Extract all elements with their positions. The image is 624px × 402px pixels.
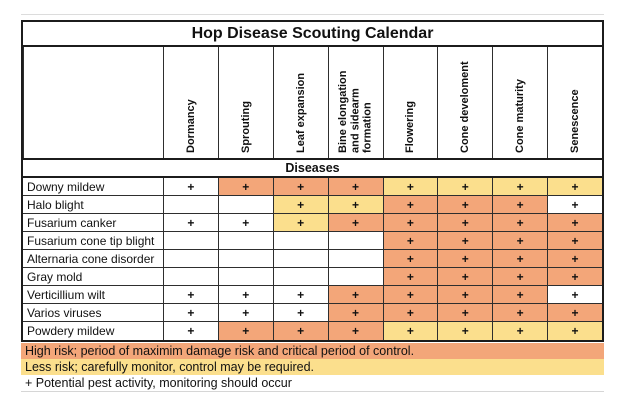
- plus-mark: +: [516, 305, 524, 320]
- table-row: [23, 214, 602, 232]
- risk-cell: [383, 196, 438, 213]
- risk-cell: [547, 232, 602, 249]
- plus-mark: +: [571, 251, 579, 266]
- column-header-label: Leaf expansion: [294, 72, 307, 153]
- plus-mark: +: [297, 179, 305, 194]
- column-header-cell: [547, 47, 602, 158]
- legend-row: Less risk; carefully monitor, control may be required.: [21, 359, 604, 375]
- risk-cell: [492, 268, 547, 285]
- plus-mark: +: [242, 179, 250, 194]
- plus-mark: +: [406, 305, 414, 320]
- risk-cell: [547, 178, 602, 195]
- legend-row: High risk; period of maximim damage risk and critical period of control.: [21, 343, 604, 359]
- risk-cell: [163, 268, 218, 285]
- risk-cell: [328, 196, 383, 213]
- plus-mark: +: [352, 324, 360, 338]
- table-row: [23, 196, 602, 214]
- risk-cell: [163, 214, 218, 231]
- risk-cell: [383, 250, 438, 267]
- risk-cell: [437, 214, 492, 231]
- risk-cell: [492, 322, 547, 340]
- column-header-cell: [273, 47, 328, 158]
- plus-mark: +: [571, 197, 579, 212]
- row-label: Fusarium canker: [27, 215, 117, 230]
- risk-cell: [383, 232, 438, 249]
- risk-cell: [437, 286, 492, 303]
- risk-cell: [218, 268, 273, 285]
- column-header-label: Dormancy: [184, 99, 197, 153]
- risk-cell: [437, 322, 492, 340]
- plus-mark: +: [406, 287, 414, 302]
- risk-cell: [163, 232, 218, 249]
- risk-cell: [328, 250, 383, 267]
- plus-mark: +: [187, 215, 195, 230]
- risk-cell: [492, 286, 547, 303]
- plus-mark: +: [406, 324, 414, 338]
- risk-cell: [437, 196, 492, 213]
- column-header-cell: [218, 47, 273, 158]
- risk-cell: [273, 196, 328, 213]
- plus-mark: +: [516, 197, 524, 212]
- risk-cell: [492, 232, 547, 249]
- plus-mark: +: [297, 324, 305, 338]
- legend-row: + Potential pest activity, monitoring should occur: [21, 375, 604, 392]
- risk-cell: [492, 214, 547, 231]
- plus-mark: +: [516, 324, 524, 338]
- plus-mark: +: [571, 215, 579, 230]
- risk-cell: [218, 250, 273, 267]
- risk-cell: [328, 322, 383, 340]
- risk-cell: [328, 178, 383, 195]
- plus-mark: +: [571, 179, 579, 194]
- risk-cell: [163, 286, 218, 303]
- risk-cell: [218, 196, 273, 213]
- plus-mark: +: [461, 215, 469, 230]
- plus-mark: +: [242, 287, 250, 302]
- column-header-cell: [492, 47, 547, 158]
- risk-cell: [273, 322, 328, 340]
- plus-mark: +: [406, 197, 414, 212]
- plus-mark: +: [187, 287, 195, 302]
- risk-cell: [437, 250, 492, 267]
- header-row: [23, 47, 602, 160]
- plus-mark: +: [516, 215, 524, 230]
- risk-cell: [273, 232, 328, 249]
- column-header-label: Bine elongation and sidearm formation: [337, 70, 374, 153]
- risk-cell: [218, 322, 273, 340]
- risk-cell: [328, 268, 383, 285]
- row-label: Varios viruses: [27, 305, 102, 320]
- risk-cell: [163, 250, 218, 267]
- plus-mark: +: [242, 215, 250, 230]
- plus-mark: +: [187, 179, 195, 194]
- table-row: [23, 268, 602, 286]
- plus-mark: +: [406, 215, 414, 230]
- risk-cell: [273, 268, 328, 285]
- row-label: Fusarium cone tip blight: [27, 233, 155, 248]
- row-label: Verticillium wilt: [27, 287, 106, 302]
- risk-cell: [547, 250, 602, 267]
- risk-cell: [328, 304, 383, 321]
- risk-cell: [273, 286, 328, 303]
- risk-cell: [383, 304, 438, 321]
- page-title: Hop Disease Scouting Calendar: [23, 22, 602, 47]
- section-header: Diseases: [23, 160, 602, 178]
- column-header-cell: [163, 47, 218, 158]
- table-body: [23, 178, 602, 340]
- risk-cell: [218, 178, 273, 195]
- plus-mark: +: [352, 287, 360, 302]
- risk-cell: [273, 250, 328, 267]
- risk-cell: [547, 286, 602, 303]
- row-label: Halo blight: [27, 197, 84, 212]
- risk-cell: [328, 232, 383, 249]
- plus-mark: +: [352, 215, 360, 230]
- column-header-cell: [383, 47, 438, 158]
- column-header-label: Cone maturity: [514, 79, 527, 153]
- plus-mark: +: [571, 324, 579, 338]
- plus-mark: +: [242, 324, 250, 338]
- risk-cell: [383, 322, 438, 340]
- risk-cell: [328, 286, 383, 303]
- risk-cell: [163, 304, 218, 321]
- plus-mark: +: [571, 305, 579, 320]
- plus-mark: +: [516, 287, 524, 302]
- plus-mark: +: [187, 305, 195, 320]
- risk-cell: [437, 268, 492, 285]
- top-gridline: [21, 14, 604, 15]
- risk-cell: [328, 214, 383, 231]
- legend: [21, 343, 604, 392]
- plus-mark: +: [406, 233, 414, 248]
- plus-mark: +: [406, 251, 414, 266]
- table-row: [23, 232, 602, 250]
- plus-mark: +: [461, 233, 469, 248]
- plus-mark: +: [297, 197, 305, 212]
- column-header-cell: [328, 47, 383, 158]
- risk-cell: [492, 178, 547, 195]
- risk-cell: [492, 250, 547, 267]
- plus-mark: +: [352, 179, 360, 194]
- column-header-label: Cone develoment: [459, 61, 472, 153]
- plus-mark: +: [297, 215, 305, 230]
- column-header-label: Flowering: [404, 101, 417, 153]
- plus-mark: +: [461, 305, 469, 320]
- risk-cell: [547, 196, 602, 213]
- table-row: [23, 322, 602, 340]
- risk-cell: [437, 232, 492, 249]
- plus-mark: +: [352, 197, 360, 212]
- plus-mark: +: [297, 305, 305, 320]
- risk-cell: [218, 232, 273, 249]
- column-header-cell: [437, 47, 492, 158]
- row-label: Downy mildew: [27, 179, 105, 194]
- risk-cell: [273, 214, 328, 231]
- risk-cell: [163, 178, 218, 195]
- table-row: [23, 178, 602, 196]
- risk-cell: [163, 322, 218, 340]
- table-row: [23, 304, 602, 322]
- column-header-label: Sprouting: [239, 101, 252, 153]
- risk-cell: [163, 196, 218, 213]
- risk-cell: [492, 304, 547, 321]
- row-label: Gray mold: [27, 269, 83, 284]
- plus-mark: +: [571, 287, 579, 302]
- plus-mark: +: [461, 324, 469, 338]
- plus-mark: +: [516, 179, 524, 194]
- risk-cell: [273, 178, 328, 195]
- plus-mark: +: [461, 251, 469, 266]
- risk-cell: [383, 268, 438, 285]
- risk-cell: [383, 178, 438, 195]
- plus-mark: +: [242, 305, 250, 320]
- risk-cell: [437, 304, 492, 321]
- plus-mark: +: [406, 269, 414, 284]
- row-label: Alternaria cone disorder: [27, 251, 155, 266]
- row-label: Powdery mildew: [27, 324, 115, 338]
- plus-mark: +: [516, 251, 524, 266]
- risk-cell: [547, 268, 602, 285]
- plus-mark: +: [297, 287, 305, 302]
- plus-mark: +: [461, 179, 469, 194]
- column-header-label: Senescence: [568, 89, 581, 153]
- plus-mark: +: [461, 197, 469, 212]
- plus-mark: +: [187, 324, 195, 338]
- risk-cell: [547, 322, 602, 340]
- plus-mark: +: [461, 287, 469, 302]
- risk-cell: [218, 304, 273, 321]
- risk-cell: [218, 214, 273, 231]
- risk-cell: [383, 286, 438, 303]
- plus-mark: +: [516, 269, 524, 284]
- risk-cell: [437, 178, 492, 195]
- risk-cell: [547, 304, 602, 321]
- plus-mark: +: [406, 179, 414, 194]
- table-row: [23, 286, 602, 304]
- corner-cell: [23, 47, 163, 158]
- risk-cell: [492, 196, 547, 213]
- risk-cell: [273, 304, 328, 321]
- plus-mark: +: [516, 233, 524, 248]
- plus-mark: +: [571, 269, 579, 284]
- table-row: [23, 250, 602, 268]
- risk-cell: [218, 286, 273, 303]
- plus-mark: +: [461, 269, 469, 284]
- risk-cell: [547, 214, 602, 231]
- risk-cell: [383, 214, 438, 231]
- plus-mark: +: [352, 305, 360, 320]
- plus-mark: +: [571, 233, 579, 248]
- disease-calendar-table: [21, 20, 604, 342]
